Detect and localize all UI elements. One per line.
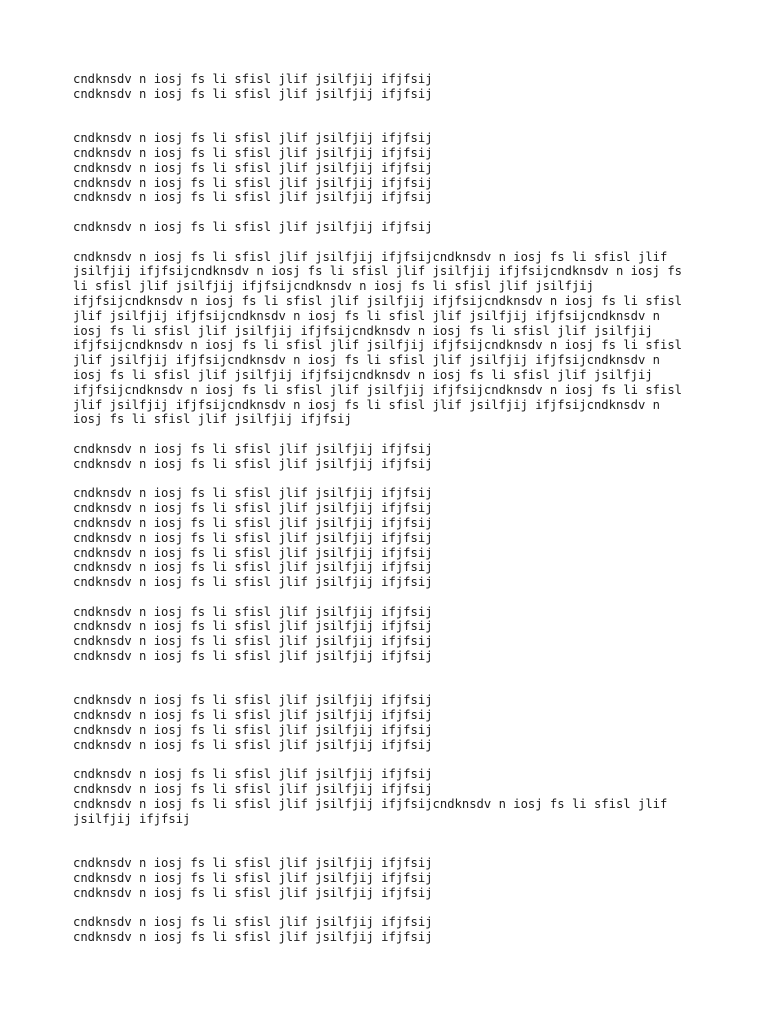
text-line: iosj fs li sfisl jlif jsilfjij ifjfsijcndknsdv n iosj fs li sfisl jlif jsilfjij: [73, 323, 653, 338]
text-line: cndknsdv n iosj fs li sfisl jlif jsilfjij ifjfsij: [73, 560, 433, 575]
text-line: cndknsdv n iosj fs li sfisl jlif jsilfjij ifjfsij: [73, 767, 433, 782]
text-paragraph: [73, 915, 713, 945]
text-paragraph: [73, 856, 713, 900]
text-line: cndknsdv n iosj fs li sfisl jlif jsilfjij ifjfsij: [73, 915, 433, 930]
text-line: cndknsdv n iosj fs li sfisl jlif jsilfjij ifjfsij: [73, 160, 433, 175]
paragraph-spacer: [73, 664, 713, 694]
text-line: cndknsdv n iosj fs li sfisl jlif jsilfjij ifjfsij: [73, 871, 433, 886]
text-line: ifjfsijcndknsdv n iosj fs li sfisl jlif jsilfjij ifjfsijcndknsdv n iosj fs li sfisl: [73, 338, 683, 353]
text-line: cndknsdv n iosj fs li sfisl jlif jsilfjij ifjfsij: [73, 86, 433, 101]
text-line: cndknsdv n iosj fs li sfisl jlif jsilfjij ifjfsij: [73, 175, 433, 190]
text-paragraph: [73, 486, 713, 590]
text-paragraph: [73, 72, 713, 102]
paragraph-spacer: [73, 427, 713, 442]
text-line: cndknsdv n iosj fs li sfisl jlif jsilfjij ifjfsij: [73, 145, 433, 160]
text-line: jlif jsilfjij ifjfsijcndknsdv n iosj fs li sfisl jlif jsilfjij ifjfsijcndknsdv n: [73, 353, 660, 368]
text-line: jsilfjij ifjfsij: [73, 811, 191, 826]
text-line: cndknsdv n iosj fs li sfisl jlif jsilfjij ifjfsij: [73, 782, 433, 797]
text-line: cndknsdv n iosj fs li sfisl jlif jsilfjij ifjfsij: [73, 885, 433, 900]
paragraph-spacer: [73, 901, 713, 916]
text-line: jsilfjij ifjfsijcndknsdv n iosj fs li sfisl jlif jsilfjij ifjfsijcndknsdv n iosj fs: [73, 264, 683, 279]
text-paragraph: [73, 605, 713, 664]
text-line: cndknsdv n iosj fs li sfisl jlif jsilfjij ifjfsij: [73, 723, 433, 738]
text-line: cndknsdv n iosj fs li sfisl jlif jsilfjij ifjfsij: [73, 501, 433, 516]
text-line: cndknsdv n iosj fs li sfisl jlif jsilfjij ifjfsij: [73, 515, 433, 530]
paragraph-spacer: [73, 753, 713, 768]
text-line: cndknsdv n iosj fs li sfisl jlif jsilfjij ifjfsij: [73, 72, 433, 86]
text-line: cndknsdv n iosj fs li sfisl jlif jsilfjij ifjfsij: [73, 737, 433, 752]
text-line: cndknsdv n iosj fs li sfisl jlif jsilfjij ifjfsij: [73, 634, 433, 649]
document-body: [73, 72, 713, 945]
text-line: ifjfsijcndknsdv n iosj fs li sfisl jlif jsilfjij ifjfsijcndknsdv n iosj fs li sfisl: [73, 382, 683, 397]
text-line: cndknsdv n iosj fs li sfisl jlif jsilfjij ifjfsij: [73, 456, 433, 471]
text-line: cndknsdv n iosj fs li sfisl jlif jsilfjij ifjfsij: [73, 530, 433, 545]
text-line: cndknsdv n iosj fs li sfisl jlif jsilfjij ifjfsij: [73, 619, 433, 634]
text-line: cndknsdv n iosj fs li sfisl jlif jsilfjij ifjfsij: [73, 693, 433, 708]
text-paragraph: [73, 767, 713, 826]
text-paragraph: [73, 693, 713, 752]
text-line: iosj fs li sfisl jlif jsilfjij ifjfsij: [73, 412, 352, 427]
text-line: cndknsdv n iosj fs li sfisl jlif jsilfjij ifjfsij: [73, 486, 433, 501]
text-line: iosj fs li sfisl jlif jsilfjij ifjfsijcndknsdv n iosj fs li sfisl jlif jsilfjij: [73, 367, 653, 382]
text-line: jlif jsilfjij ifjfsijcndknsdv n iosj fs li sfisl jlif jsilfjij ifjfsijcndknsdv n: [73, 397, 660, 412]
text-line: cndknsdv n iosj fs li sfisl jlif jsilfjij ifjfsij: [73, 219, 433, 234]
paragraph-spacer: [73, 472, 713, 487]
text-line: cndknsdv n iosj fs li sfisl jlif jsilfjij ifjfsij: [73, 441, 433, 456]
text-line: cndknsdv n iosj fs li sfisl jlif jsilfjij ifjfsijcndknsdv n iosj fs li sfisl jlif: [73, 797, 668, 812]
paragraph-spacer: [73, 827, 713, 857]
text-line: li sfisl jlif jsilfjij ifjfsijcndknsdv n iosj fs li sfisl jlif jsilfjij: [73, 279, 594, 294]
paragraph-spacer: [73, 590, 713, 605]
text-paragraph: [73, 250, 713, 428]
text-line: cndknsdv n iosj fs li sfisl jlif jsilfjij ifjfsij: [73, 649, 433, 664]
paragraph-spacer: [73, 102, 713, 132]
text-line: jlif jsilfjij ifjfsijcndknsdv n iosj fs li sfisl jlif jsilfjij ifjfsijcndknsdv n: [73, 308, 660, 323]
text-line: cndknsdv n iosj fs li sfisl jlif jsilfjij ifjfsij: [73, 856, 433, 871]
text-line: cndknsdv n iosj fs li sfisl jlif jsilfjij ifjfsij: [73, 131, 433, 146]
paragraph-spacer: [73, 205, 713, 220]
text-line: cndknsdv n iosj fs li sfisl jlif jsilfjij ifjfsij: [73, 575, 433, 590]
text-paragraph: [73, 220, 713, 235]
text-line: cndknsdv n iosj fs li sfisl jlif jsilfjij ifjfsijcndknsdv n iosj fs li sfisl jlif: [73, 249, 668, 264]
text-line: cndknsdv n iosj fs li sfisl jlif jsilfjij ifjfsij: [73, 190, 433, 205]
paragraph-spacer: [73, 235, 713, 250]
text-paragraph: [73, 131, 713, 205]
text-line: cndknsdv n iosj fs li sfisl jlif jsilfjij ifjfsij: [73, 708, 433, 723]
text-line: cndknsdv n iosj fs li sfisl jlif jsilfjij ifjfsij: [73, 930, 433, 945]
text-paragraph: [73, 442, 713, 472]
text-line: cndknsdv n iosj fs li sfisl jlif jsilfjij ifjfsij: [73, 604, 433, 619]
text-line: ifjfsijcndknsdv n iosj fs li sfisl jlif jsilfjij ifjfsijcndknsdv n iosj fs li sfisl: [73, 293, 683, 308]
text-line: cndknsdv n iosj fs li sfisl jlif jsilfjij ifjfsij: [73, 545, 433, 560]
